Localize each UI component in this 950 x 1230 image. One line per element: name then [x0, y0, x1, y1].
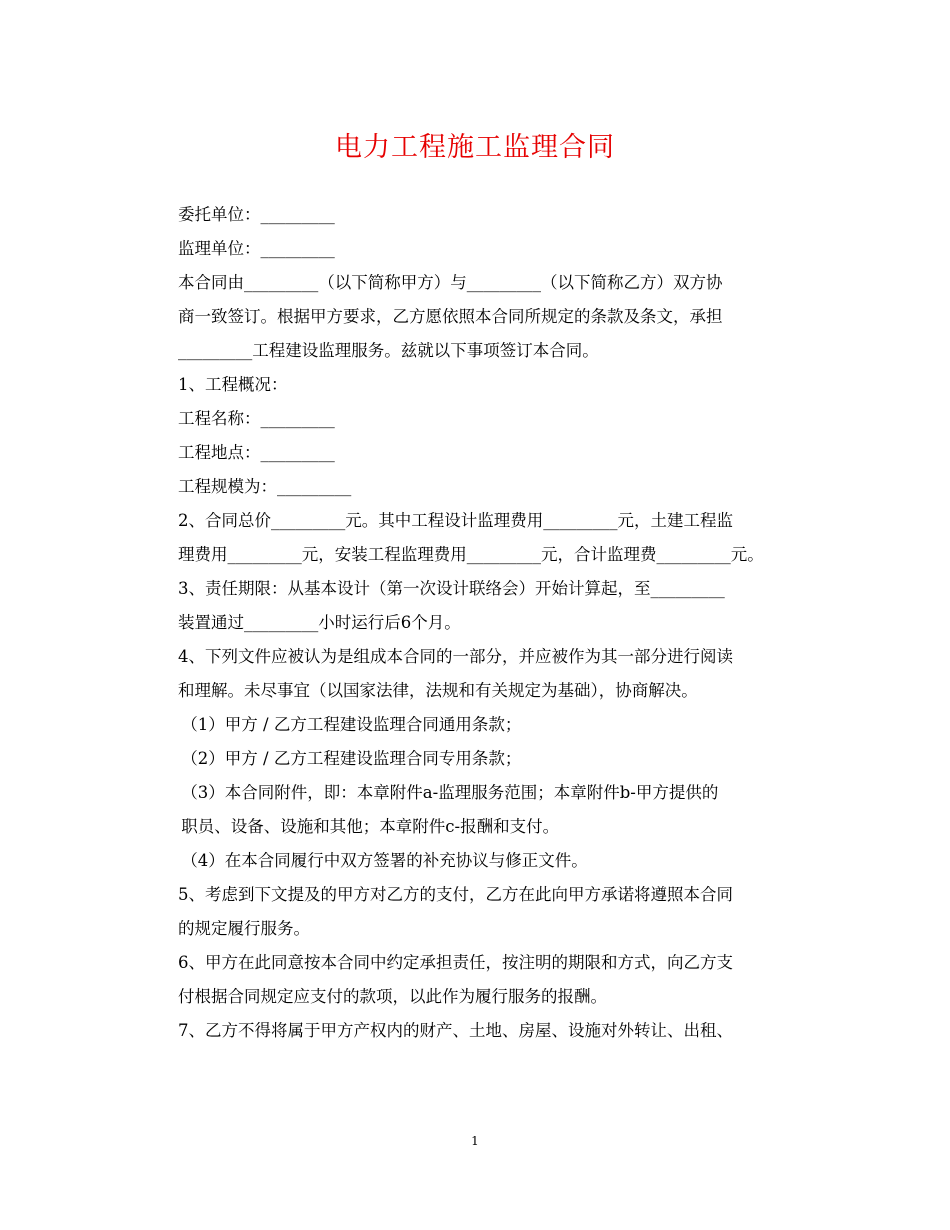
paragraph-line: 委托单位：_________	[178, 205, 335, 224]
document-title: 电力工程施工监理合同	[335, 132, 615, 163]
paragraph-project-name	[145, 402, 805, 436]
paragraph-line: 7、乙方不得将属于甲方产权内的财产、土地、房屋、设施对外转让、出租、	[178, 1021, 733, 1040]
paragraph-line: 付根据合同规定应支付的款项，以此作为履行服务的报酬。	[178, 987, 607, 1006]
paragraph-line: （4）在本合同履行中双方签署的补充协议与修正文件。	[181, 851, 588, 870]
paragraph-line: 商一致签订。根据甲方要求，乙方愿依照本合同所规定的条款及条文，承担	[178, 307, 723, 326]
paragraph-clause-4-item-4	[145, 844, 805, 878]
page-number: 1	[471, 1134, 479, 1148]
paragraph-line: 职员、设备、设施和其他；本章附件c-报酬和支付。	[181, 817, 560, 836]
paragraph-line: 6、甲方在此同意按本合同中约定承担责任，按注明的期限和方式，向乙方支	[178, 953, 733, 972]
paragraph-preamble	[145, 266, 805, 368]
paragraph-clause-4-item-2	[145, 742, 805, 776]
paragraph-line: 监理单位：_________	[178, 239, 335, 258]
paragraph-line: 5、考虑到下文提及的甲方对乙方的支付，乙方在此向甲方承诺将遵照本合同	[178, 885, 733, 904]
paragraph-line: 工程地点：_________	[178, 443, 335, 462]
paragraph-line: （1）甲方 / 乙方工程建设监理合同通用条款；	[181, 715, 522, 734]
paragraph-line: 本合同由_________（以下简称甲方）与_________（以下简称乙方）双方协	[178, 273, 723, 292]
paragraph-line: 装置通过_________小时运行后6个月。	[178, 613, 461, 632]
paragraph-clause-1-heading	[145, 368, 805, 402]
paragraph-line: （3）本合同附件，即：本章附件a-监理服务范围；本章附件b-甲方提供的	[181, 783, 719, 802]
paragraph-clause-4	[145, 640, 805, 708]
paragraph-project-location	[145, 436, 805, 470]
paragraph-line: _________工程建设监理服务。兹就以下事项签订本合同。	[178, 341, 599, 360]
paragraph-clause-4-item-1	[145, 708, 805, 742]
paragraph-supervisor-unit	[145, 232, 805, 266]
paragraph-line: 2、合同总价_________元。其中工程设计监理费用_________元，土建工程监	[178, 511, 733, 530]
paragraph-clause-6	[145, 946, 805, 1014]
paragraph-clause-3	[145, 572, 805, 640]
document-body	[145, 198, 805, 1048]
paragraph-clause-5	[145, 878, 805, 946]
paragraph-project-scale	[145, 470, 805, 504]
paragraph-line: 和理解。未尽事宜（以国家法律，法规和有关规定为基础），协商解决。	[178, 681, 698, 700]
paragraph-clause-2	[145, 504, 805, 572]
paragraph-line: 理费用_________元，安装工程监理费用_________元，合计监理费_________元。	[178, 545, 764, 564]
paragraph-line: 1、工程概况：	[178, 375, 288, 394]
paragraph-line: 4、下列文件应被认为是组成本合同的一部分，并应被作为其一部分进行阅读	[178, 647, 733, 666]
paragraph-clause-7	[145, 1014, 805, 1048]
paragraph-line: 工程名称：_________	[178, 409, 335, 428]
paragraph-clause-4-item-3	[145, 776, 805, 844]
paragraph-line: 的规定履行服务。	[178, 919, 310, 938]
paragraph-client-unit	[145, 198, 805, 232]
paragraph-line: （2）甲方 / 乙方工程建设监理合同专用条款；	[181, 749, 522, 768]
paragraph-line: 3、责任期限：从基本设计（第一次设计联络会）开始计算起，至_________	[178, 579, 725, 598]
paragraph-line: 工程规模为：_________	[178, 477, 352, 496]
